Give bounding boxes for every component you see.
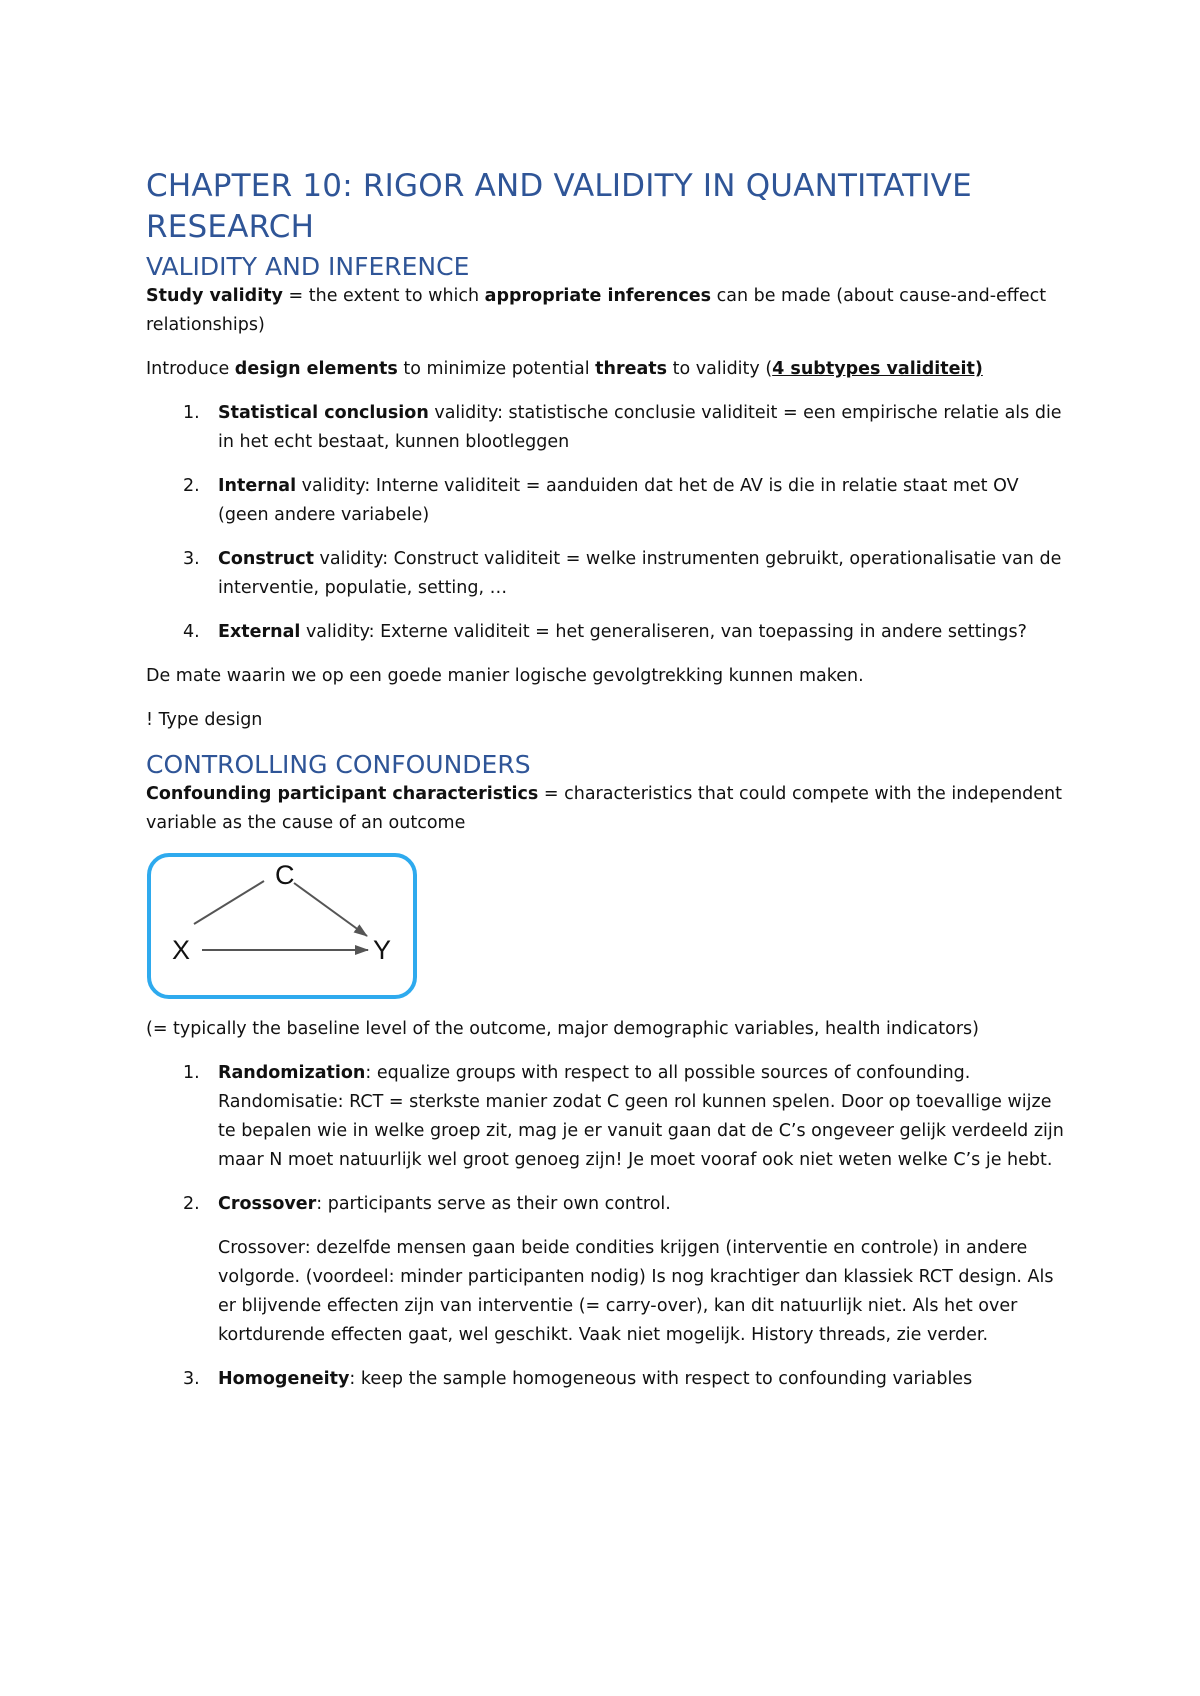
study-validity-definition: Study validity = the extent to which appropriate inferences can be made (about cause-and-effect relationships)	[146, 286, 1047, 335]
confounder-control-list	[146, 1059, 1066, 1394]
confounder-examples: (= typically the baseline level of the outcome, major demographic variables, health indicators)	[146, 1019, 979, 1039]
list-item: 1. Statistical conclusion validity: statistische conclusie validiteit = een empirische relatie als die in het echt bestaat, kunnen blootleggen	[183, 403, 1062, 452]
node-c: C	[275, 860, 295, 890]
document-content	[146, 166, 1066, 1394]
item-explanation: Randomisatie: RCT = sterkste manier zodat C geen rol kunnen spelen. Door op toevallige wijze te bepalen wie in welke groep zit, mag je er vanuit gaan dat de C’s ongeveer gelijk verdeeld zijn maar N moet natuurlijk wel groot genoeg zijn! Je moet vooraf ook niet weten welke C’s je hebt.	[218, 1092, 1064, 1170]
list-item: 3. Homogeneity: keep the sample homogeneous with respect to confounding variables	[183, 1369, 973, 1389]
validity-subtypes-list	[146, 399, 1066, 647]
confounding-definition: Confounding participant characteristics = characteristics that could compete with the independent variable as the cause of an outcome	[146, 784, 1063, 833]
section-heading-confounders: CONTROLLING CONFOUNDERS	[146, 750, 531, 779]
list-item: 3. Construct validity: Construct validiteit = welke instrumenten gebruikt, operationalisatie van de interventie, populatie, setting, …	[183, 549, 1062, 598]
list-item: 4. External validity: Externe validiteit = het generaliseren, van toepassing in andere settings?	[183, 622, 1027, 642]
section-heading-validity: VALIDITY AND INFERENCE	[146, 252, 470, 281]
node-x: X	[172, 935, 191, 965]
list-item: 2. Internal validity: Interne validiteit = aanduiden dat het de AV is die in relatie staat met OV (geen andere variabele)	[183, 476, 1019, 525]
term: Study validity	[146, 286, 283, 306]
confounder-diagram	[146, 852, 418, 1000]
design-elements-intro: Introduce design elements to minimize potential threats to validity (4 subtypes validiteit)	[146, 359, 983, 379]
list-item: 1. Randomization: equalize groups with respect to all possible sources of confounding. Randomisatie: RCT = sterkste manier zodat C geen rol kunnen spelen. Door op toevallige wijze te bepalen wie in welke groep zit, mag je er vanuit gaan dat de C’s ongeveer gelijk verdeeld zijn maar N moet natuurlijk wel groot genoeg zijn! Je moet vooraf ook niet weten welke C’s je hebt.	[183, 1063, 1064, 1170]
type-design-note: ! Type design	[146, 710, 263, 730]
chapter-title: CHAPTER 10: RIGOR AND VALIDITY IN QUANTITATIVE RESEARCH	[146, 168, 972, 245]
confounder-diagram-svg	[146, 852, 418, 1000]
node-y: Y	[373, 935, 392, 965]
arrow-x-to-c	[194, 881, 264, 924]
item-explanation: Crossover: dezelfde mensen gaan beide condities krijgen (interventie en controle) in andere volgorde. (voordeel: minder participanten nodig) Is nog krachtiger dan klassiek RCT design. Als er blijvende effecten zijn van interventie (= carry-over), kan dit natuurlijk niet. Als het over kortdurende effecten gaat, wel geschikt. Vaak niet mogelijk. History threads, zie verder.	[218, 1238, 1054, 1345]
inference-note: De mate waarin we op een goede manier logische gevolgtrekking kunnen maken.	[146, 666, 864, 686]
term: appropriate inferences	[484, 286, 712, 306]
arrow-c-to-y	[294, 883, 367, 936]
list-item: 2. Crossover: participants serve as their own control. Crossover: dezelfde mensen gaan beide condities krijgen (interventie en controle) in andere volgorde. (voordeel: minder participanten nodig) Is nog krachtiger dan klassiek RCT design. Als er blijvende effecten zijn van interventie (= carry-over), kan dit natuurlijk niet. Als het over kortdurende effecten gaat, wel geschikt. Vaak niet mogelijk. History threads, zie verder.	[146, 1190, 1066, 1350]
